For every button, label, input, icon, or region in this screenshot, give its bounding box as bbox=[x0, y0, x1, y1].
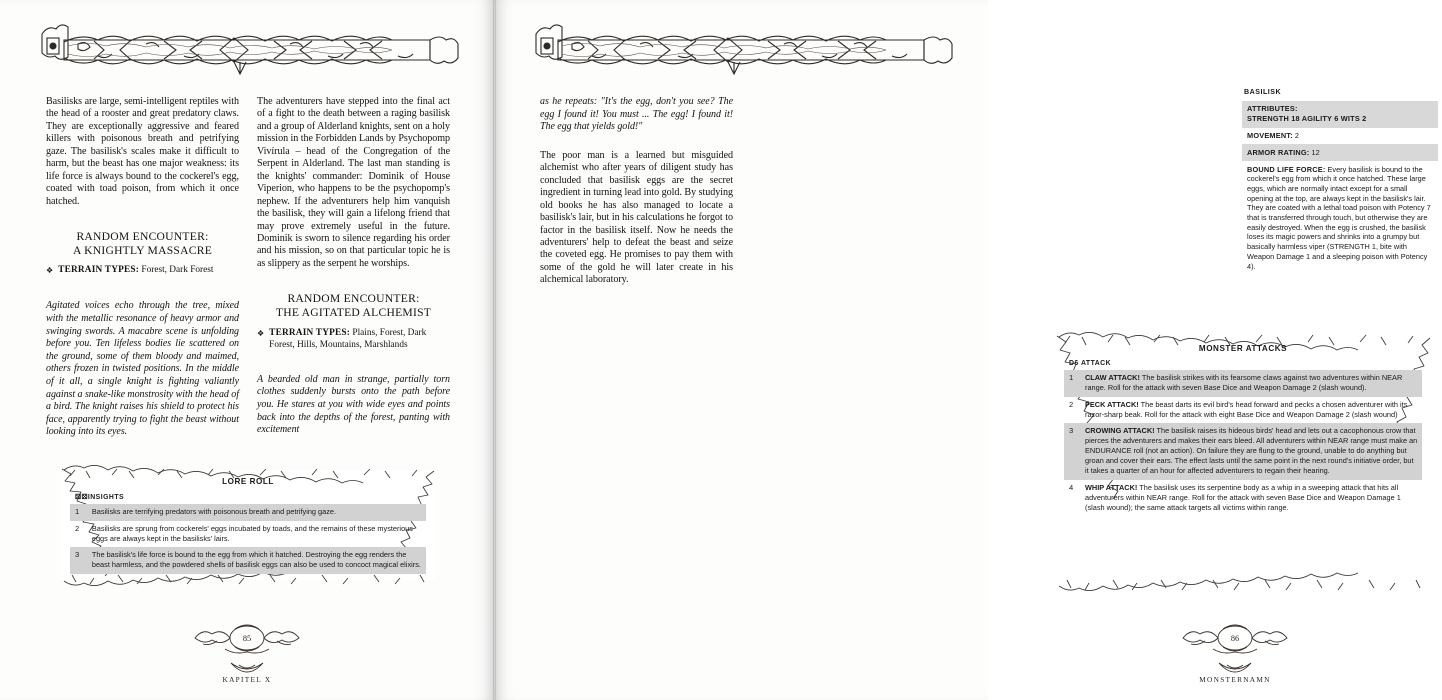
attack-text: The basilisk strikes with its fearsome claws against two adventures within NEAR range. Roll for the attack with seven Base Dice and Weapon Damage 2 (slash wound). bbox=[1085, 373, 1403, 393]
encounter-heading-line1: RANDOM ENCOUNTER: bbox=[76, 230, 209, 244]
monster-attacks-box bbox=[1054, 336, 1432, 586]
attributes-label: ATTRIBUTES: bbox=[1247, 104, 1298, 114]
flavor-text-knightly: Agitated voices echo through the tree, mixed with the metallic resonance of heavy armor and swinging swords. A macabre scene is unfolding before you. Ten lifeless bodies lie scattered on the ground, some of them bloody and maimed, others frozen in twisted positions. In the middle of it all, a single knight is fighting valiantly against a snake-like monstrosity with the head of a bird. The knight raises his shield to protect his face, apparently trying to fight the beast without looking into its eyes. bbox=[46, 300, 239, 438]
row-text bbox=[1081, 423, 1422, 479]
attributes-value: STRENGTH 18 AGILITY 6 WITS 2 bbox=[1247, 114, 1367, 124]
attack-text: The basilisk raises its hideous birds' head and lets out a cacophonous crow that pierces the adventurers and makes their ears bleed. All adventurers within NEAR range must make an ENDURANCE roll (not an action). On failure they are flung to the ground, unable to do anything but groan and cover their ears. The effect lasts until the same point in the next round's initiative order, but it takes a quarter of an hour for affected adventurers to regain their hearing. bbox=[1085, 426, 1418, 475]
footer-right bbox=[1155, 621, 1315, 684]
left-column-2 bbox=[257, 96, 450, 439]
lore-roll-table bbox=[70, 493, 426, 574]
monster-attacks-table bbox=[1064, 360, 1422, 516]
row-number: 4 bbox=[1069, 482, 1074, 492]
footer-label: MONSTERNAMN bbox=[1199, 675, 1271, 684]
footer-ornament-icon bbox=[1175, 621, 1295, 677]
right-page-columns bbox=[540, 96, 733, 287]
row-number: 2 bbox=[1069, 399, 1074, 409]
footer-left bbox=[167, 621, 327, 684]
movement-value: 2 bbox=[1294, 131, 1300, 141]
header-ornament-right bbox=[528, 22, 954, 84]
terrain-types-knightly bbox=[46, 264, 239, 277]
page-number: 86 bbox=[1230, 634, 1240, 643]
lore-roll-box bbox=[60, 470, 436, 580]
book-gutter bbox=[493, 0, 496, 700]
diamond-bullet-icon: ❖ bbox=[257, 328, 265, 338]
right-page bbox=[494, 0, 1431, 700]
attack-column-header: ATTACK bbox=[1081, 360, 1111, 367]
attack-name: WHIP ATTACK! bbox=[1085, 482, 1138, 492]
special-text: Every basilisk is bound to the cockerel's egg from which it once hatched. These large eggs, which are normally intact except for a small opening at the top, are always kept in the basilisk's lair. They are coated with a lethal toad poison with Potency 7 that is transferred through touch, but otherwise they are easily destroyed. When the egg is crushed, the basilisk loses its magic powers and shrinks into a grumpy but basically harmless viper (STRENGTH 1, bite with Weapon Damage 1 and a sleeping poison with Potency 4). bbox=[1247, 164, 1431, 271]
d6-column-header: D6 bbox=[1069, 360, 1079, 367]
footer-ornament-icon bbox=[187, 621, 307, 677]
row-text bbox=[1081, 397, 1422, 424]
terrain-label: TERRAIN TYPES: bbox=[58, 265, 140, 276]
flavor-text-alchemist: A bearded old man in strange, partially torn clothes suddenly bursts onto the path before you. He stares at you with wide eyes and points back into the depths of the forest, panting with excitement bbox=[257, 373, 450, 436]
monster-attacks-title: MONSTER ATTACKS bbox=[1198, 344, 1288, 353]
table-row bbox=[1064, 370, 1422, 397]
page-number: 85 bbox=[242, 634, 252, 643]
encounter-heading-line2: A KNIGHTLY MASSACRE bbox=[72, 243, 213, 257]
terrain-value: Plains, Forest, Dark Forest, Hills, Mountains, Marshlands bbox=[269, 327, 427, 350]
statblock-attributes-row bbox=[1242, 101, 1438, 128]
row-text bbox=[1081, 370, 1422, 397]
left-column-1 bbox=[46, 96, 239, 439]
monster-name: BASILISK bbox=[1244, 88, 1282, 96]
left-page-columns bbox=[46, 96, 450, 439]
statblock-movement-row bbox=[1242, 128, 1438, 145]
encounter-heading-line2: THE AGITATED ALCHEMIST bbox=[275, 305, 432, 319]
terrain-types-alchemist bbox=[257, 327, 450, 351]
attack-name: PECK ATTACK! bbox=[1085, 399, 1139, 409]
table-row bbox=[70, 547, 426, 574]
row-text: The basilisk's life force is bound to the egg from which it hatched. Destroying the egg renders the beast harmless, and the powdered shells of basilisk eggs can also be used to concoct magical elixirs. bbox=[88, 547, 426, 574]
movement-label: MOVEMENT: bbox=[1247, 131, 1293, 141]
terrain-label: TERRAIN TYPES: bbox=[269, 327, 351, 338]
terrain-value: Forest, Dark Forest bbox=[141, 265, 214, 276]
statblock-armor-row bbox=[1242, 144, 1438, 161]
table-row bbox=[1064, 397, 1422, 424]
row-number: 3 bbox=[1064, 423, 1081, 479]
monster-attacks-body bbox=[1064, 370, 1422, 516]
attack-name: CLAW ATTACK! bbox=[1085, 373, 1140, 383]
setup-paragraph: The adventurers have stepped into the final act of a fight to the death between a raging basilisk and a group of Alderland knights, sent on a holy mission in the Forbidden Lands by Psychopomp Vivírula – head of the Congregation of the Serpent in Alderland. The last man standing is the knights' commander: Dominik of House Viperion, who happens to be the psychopomp's nephew. If the adventurers help him vanquish the basilisk, they will gain a lifelong friend that may prove extremely useful in the future. Dominik is sworn to silence regarding his order and his mission, so on that particular topic he is as slippery as the serpent he worships. bbox=[257, 96, 450, 269]
lore-roll-body bbox=[70, 504, 426, 574]
alchemist-paragraph: The poor man is a learned but misguided alchemist who after years of diligent study has concluded that basilisk eggs are the secret ingredient in turning lead into gold. By studying old books he has also managed to locate a basilisk's lair, but in his calculations he forgot to factor in the basilisk itself. Now he needs the adventurers' help to defeat the beast and seize the coveted egg. He promises to pay them with some of the gold he will later create in his alchemical laboratory. bbox=[540, 149, 733, 286]
table-row bbox=[70, 521, 426, 548]
encounter-heading-line1: RANDOM ENCOUNTER: bbox=[287, 292, 420, 306]
armor-value: 12 bbox=[1311, 147, 1320, 157]
diamond-bullet-icon: ❖ bbox=[46, 266, 54, 276]
row-number: 1 bbox=[70, 504, 88, 521]
table-header-row bbox=[70, 493, 426, 504]
encounter-heading-agitated-alchemist bbox=[257, 292, 450, 319]
left-page bbox=[0, 0, 494, 700]
table-row bbox=[70, 504, 426, 521]
encounter-heading-knightly-massacre bbox=[46, 230, 239, 257]
footer-label: KAPITEL X bbox=[222, 675, 272, 684]
right-column-1 bbox=[540, 96, 733, 287]
table-header-row bbox=[1064, 360, 1422, 370]
dice-column-header-icon: ⚄⚄ bbox=[75, 494, 88, 501]
table-row bbox=[1064, 423, 1422, 479]
row-text: Basilisks are terrifying predators with poisonous breath and petrifying gaze. bbox=[88, 504, 426, 521]
insights-column-header: INSIGHTS bbox=[87, 494, 125, 501]
row-text bbox=[1081, 480, 1422, 517]
row-text: Basilisks are sprung from cockerels' eggs incubated by toads, and the remains of these mysterious eggs are always kept in the basilisks' lairs. bbox=[91, 523, 413, 543]
attack-text: The basilisk uses its serpentine body as a whip in a sweeping attack that hits all adventurers within NEAR range. Roll for the attack with seven Base Dice and Weapon Damage 1 (slash wound); the same attack targets all victims within range. bbox=[1085, 482, 1401, 512]
statblock-special-row bbox=[1242, 161, 1438, 275]
header-ornament-left bbox=[34, 22, 460, 84]
quote-text: as he repeats: "It's the egg, don't you see? The egg I found it! You must ... The egg! I found it! The egg that yields gold!" bbox=[540, 96, 733, 133]
attack-text: The beast darts its evil bird's head forward and pecks a chosen adventurer with its razor-sharp beak. Roll for the attack with eight Base Dice and Weapon Damage 2 (slash wound) bbox=[1085, 399, 1408, 419]
armor-label: ARMOR RATING: bbox=[1247, 147, 1310, 157]
lore-roll-title: LORE ROLL bbox=[222, 477, 274, 486]
table-row bbox=[1064, 480, 1422, 517]
row-number: 3 bbox=[70, 547, 88, 574]
special-label: BOUND LIFE FORCE: bbox=[1247, 164, 1326, 174]
attack-name: CROWING ATTACK! bbox=[1085, 426, 1155, 436]
intro-paragraph: Basilisks are large, semi-intelligent reptiles with the head of a rooster and great predatory claws. They are exceptionally aggressive and feared killers with poisonous breath and petrifying gaze. The basilisk's scales make it difficult to harm, but the beast has one major weakness: its life force is always bound to the cockerel's egg, coated with toad poison, from which it once hatched. bbox=[46, 96, 239, 207]
row-number: 2 bbox=[75, 523, 80, 533]
basilisk-statblock bbox=[1242, 88, 1438, 275]
row-number: 1 bbox=[1064, 370, 1081, 397]
